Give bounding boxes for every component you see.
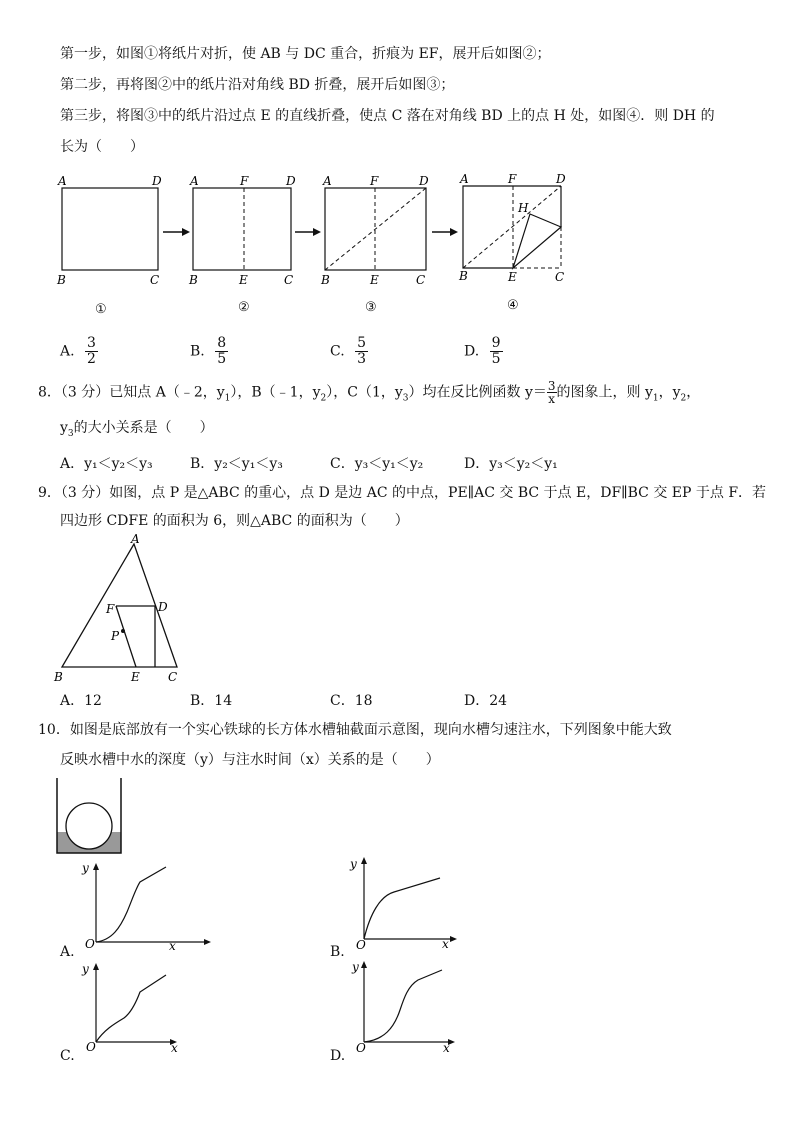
q8-option-c[interactable]: C．y₃＜y₁＜y₂ (330, 456, 424, 472)
graph-c-x-label: x (171, 1041, 178, 1055)
graph-c-origin: O (86, 1040, 96, 1054)
q10-stem: 10．如图是底部放有一个实心铁球的长方体水槽轴截面示意图，现向水槽匀速注水，下列图象中能大致 (38, 722, 672, 738)
option-b-label[interactable]: B. (330, 944, 345, 960)
q9-option-a[interactable]: A．12 (60, 693, 102, 709)
fig4-label-e: E (508, 270, 517, 284)
fig4-label-a: A (460, 172, 469, 186)
q7-option-b[interactable]: B. $\frac{8}{5}$ (190, 335, 227, 367)
q7-figures (0, 0, 794, 320)
q9-label-a: A (131, 532, 140, 546)
q9-label-d: D (158, 600, 168, 614)
q9-label-c: C (168, 670, 178, 684)
fig4-label-c: C (555, 270, 565, 284)
graph-option-a[interactable] (82, 862, 212, 957)
fig3-label-a: A (323, 174, 332, 188)
centroid-point (121, 629, 125, 633)
q9-triangle-figure (50, 534, 250, 684)
water-tank-figure (55, 778, 135, 858)
q8-stem-cont: $y_3$的大小关系是（ ） (60, 420, 214, 439)
fig3-label-b: B (321, 273, 330, 287)
fig2-label-c: C (284, 273, 294, 287)
fig3-caption: ③ (365, 300, 377, 315)
q9-option-d[interactable]: D．24 (464, 693, 508, 709)
right-arrow-icon (163, 228, 190, 236)
q10-stem-cont: 反映水槽中水的深度（y）与注水时间（x）关系的是（ ） (60, 752, 440, 768)
q8-option-b[interactable]: B．y₂＜y₁＜y₃ (190, 456, 283, 472)
fig4-label-h: H (518, 201, 529, 215)
q7-option-c[interactable]: C. $\frac{5}{3}$ (330, 335, 367, 367)
fig2-rectangle (188, 174, 296, 287)
fig3-label-d: D (419, 174, 429, 188)
graph-d-x-label: x (443, 1041, 450, 1055)
fig1-label-d: D (152, 174, 162, 188)
fig4-rectangle (458, 172, 566, 284)
graph-option-d[interactable] (350, 962, 480, 1057)
q9-label-f: F (106, 602, 115, 616)
fig4-label-d: D (556, 172, 566, 186)
q7-option-d[interactable]: D. $\frac{9}{5}$ (464, 335, 501, 367)
q7-step3: 第三步，将图③中的纸片沿过点 E 的直线折叠，使点 C 落在对角线 BD 上的点 H 处，如图④．则 DH 的 (60, 108, 715, 124)
graph-a-x-label: x (169, 939, 176, 953)
fig3-label-e: E (370, 273, 379, 287)
fig4-label-b: B (459, 269, 468, 283)
graph-c-y-label: y (82, 962, 89, 976)
fig2-label-f: F (240, 174, 249, 188)
fig1-label-c: C (150, 273, 160, 287)
fig4-label-f: F (508, 172, 517, 186)
graph-a-origin: O (85, 937, 95, 951)
graph-option-c[interactable] (82, 962, 212, 1057)
option-a-label[interactable]: A. (60, 944, 75, 960)
q7-option-a[interactable]: A. $\frac{3}{2}$ (60, 335, 96, 367)
q8-option-d[interactable]: D．y₃＜y₂＜y₁ (464, 456, 558, 472)
fig1-caption: ① (95, 302, 107, 317)
q8-option-a[interactable]: A．y₁＜y₂＜y₃ (60, 456, 153, 472)
fig3-rectangle (320, 174, 429, 287)
q9-option-b[interactable]: B．14 (190, 693, 233, 709)
fig1-rectangle (56, 174, 162, 287)
fig2-caption: ② (238, 300, 250, 315)
fig2-label-e: E (239, 273, 248, 287)
q9-label-e: E (131, 670, 140, 684)
q9-label-p: P (111, 629, 120, 643)
fig1-label-a: A (58, 174, 67, 188)
right-arrow-icon (295, 228, 321, 236)
q7-step2: 第二步，再将图②中的纸片沿对角线 BD 折叠，展开后如图③； (60, 77, 455, 93)
q9-label-b: B (54, 670, 63, 684)
fig2-label-a: A (190, 174, 199, 188)
graph-d-y-label: y (352, 960, 359, 974)
fig3-label-c: C (416, 273, 426, 287)
graph-a-y-label: y (82, 861, 89, 875)
fig3-label-f: F (370, 174, 379, 188)
option-d-label[interactable]: D. (330, 1048, 346, 1064)
graph-b-y-label: y (350, 857, 357, 871)
graph-b-x-label: x (442, 937, 449, 951)
right-arrow-icon (432, 228, 458, 236)
graph-b-origin: O (356, 938, 366, 952)
q9-stem-cont: 四边形 CDFE 的面积为 6，则△ABC 的面积为（ ） (60, 513, 409, 529)
fig2-label-d: D (286, 174, 296, 188)
q8-stem: 8．（3 分）已知点 A（﹣2，$y_1$），B（﹣1，$y_2$），C（1，$y_3$）均在反比例函数 y＝ $\frac{3}{x}$ 的图象上，则 $y_1$，$y_2$， (38, 379, 701, 406)
fig4-caption: ④ (507, 298, 519, 313)
graph-d-origin: O (356, 1041, 366, 1055)
q7-step1: 第一步，如图①将纸片对折，使 AB 与 DC 重合，折痕为 EF，展开后如图②； (60, 46, 551, 62)
q7-step3-cont: 长为（ ） (60, 139, 144, 155)
option-c-label[interactable]: C. (60, 1048, 75, 1064)
q9-option-c[interactable]: C．18 (330, 693, 373, 709)
graph-option-b[interactable] (350, 856, 480, 951)
fig2-label-b: B (189, 273, 198, 287)
q9-stem: 9．（3 分）如图，点 P 是△ABC 的重心，点 D 是边 AC 的中点，PE∥AC 交 BC 于点 E，DF∥BC 交 EP 于点 F．若 (38, 485, 767, 501)
fig1-label-b: B (57, 273, 66, 287)
